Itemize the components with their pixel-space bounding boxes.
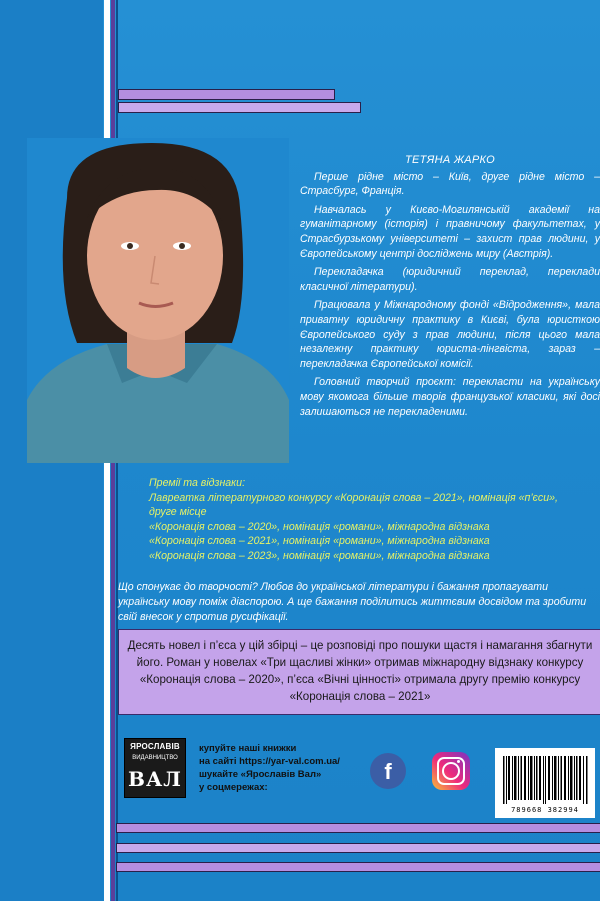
award-item: Лавреатка літературного конкурсу «Коронація слова – 2021», номінація «п’єси», друге місце <box>149 491 558 519</box>
bio-paragraph: Перше рідне місто – Київ, друге рідне місто – Страсбург, Франція. <box>300 170 600 198</box>
awards-title: Премії та відзнаки: <box>149 477 246 489</box>
author-photo <box>27 138 289 463</box>
award-item: «Коронація слова – 2023», номінація «романи», міжнародна відзнака <box>149 549 490 562</box>
publisher-logo-top: ЯРОСЛАВІВ <box>130 742 180 751</box>
author-bio <box>300 153 600 423</box>
annotation-box <box>118 629 600 715</box>
bio-paragraph: Головний творчий проєкт: перекласти на українську мову якомога більше творів французької класики, які досі залишаються не перекладеними. <box>300 376 600 418</box>
barcode-digits: 789668 382994 <box>511 806 579 814</box>
award-item: «Коронація слова – 2020», номінація «романи», міжнародна відзнака <box>149 520 490 533</box>
decor-bar <box>116 843 600 853</box>
instagram-lens <box>442 762 460 780</box>
buy-line-link[interactable]: на сайті https://yar-val.com.ua/ <box>199 756 340 767</box>
buy-info <box>199 742 369 794</box>
decor-bar <box>116 862 600 872</box>
publisher-logo-mid: ВИДАВНИЦТВО <box>132 755 178 761</box>
publisher-logo-bottom: ВАЛ <box>128 767 182 791</box>
instagram-icon[interactable] <box>432 752 470 790</box>
author-name: ТЕТЯНА ЖАРКО <box>404 154 495 166</box>
bio-paragraph: Перекладачка (юридичний переклад, переклади класичної літератури). <box>300 266 600 293</box>
award-item: «Коронація слова – 2021», номінація «романи», міжнародна відзнака <box>149 535 490 548</box>
isbn-barcode <box>495 748 595 818</box>
barcode-bars <box>503 756 589 804</box>
annotation-text: Десять новел і п’єса у цій збірці – це розповіді про пошуки щастя і намагання збагнути його. Роман у новелах «Три щасливі жінки» отримав міжнародну відзнаку конкурсу «Коронація слова – 2020», п’єса «Вічні цінності» отримала другу премію конкурсу «Коронація слова – 2021» <box>127 639 593 703</box>
buy-line: купуйте наші книжки <box>199 743 297 754</box>
awards-section <box>145 476 585 564</box>
facebook-icon[interactable]: f <box>370 753 406 789</box>
motivation-text: Що спонукає до творчості? Любов до української літератури і бажання пропагувати українську мову поміж діаспорою. А ще бажання поділитись життєвим досвідом та зробити свій внесок у спротив русифікації. <box>118 581 587 623</box>
bio-paragraph: Навчалась у Києво-Могилянській академії на гуманітарному (історія) і правничому факультетах, у Страсбурзькому університеті – захист прав людини, у Європейському центрі досліджень миру (Австрія). <box>300 203 600 260</box>
decor-bar <box>116 823 600 833</box>
decor-bar <box>118 102 361 113</box>
buy-line: шукайте «Ярославів Вал» <box>199 769 322 780</box>
decor-bar <box>118 89 335 100</box>
buy-line: у соцмережах: <box>199 782 268 793</box>
instagram-dot <box>457 760 460 763</box>
bio-paragraph: Працювала у Міжнародному фонді «Відродження», мала приватну юридичну практику в Києві, була юристкою Європейського суду з прав людини, після цього мала незалежну практику юриста-лінгвіста, зараз – перекладачка Європейської комісії. <box>300 299 600 370</box>
publisher-logo <box>124 738 186 798</box>
